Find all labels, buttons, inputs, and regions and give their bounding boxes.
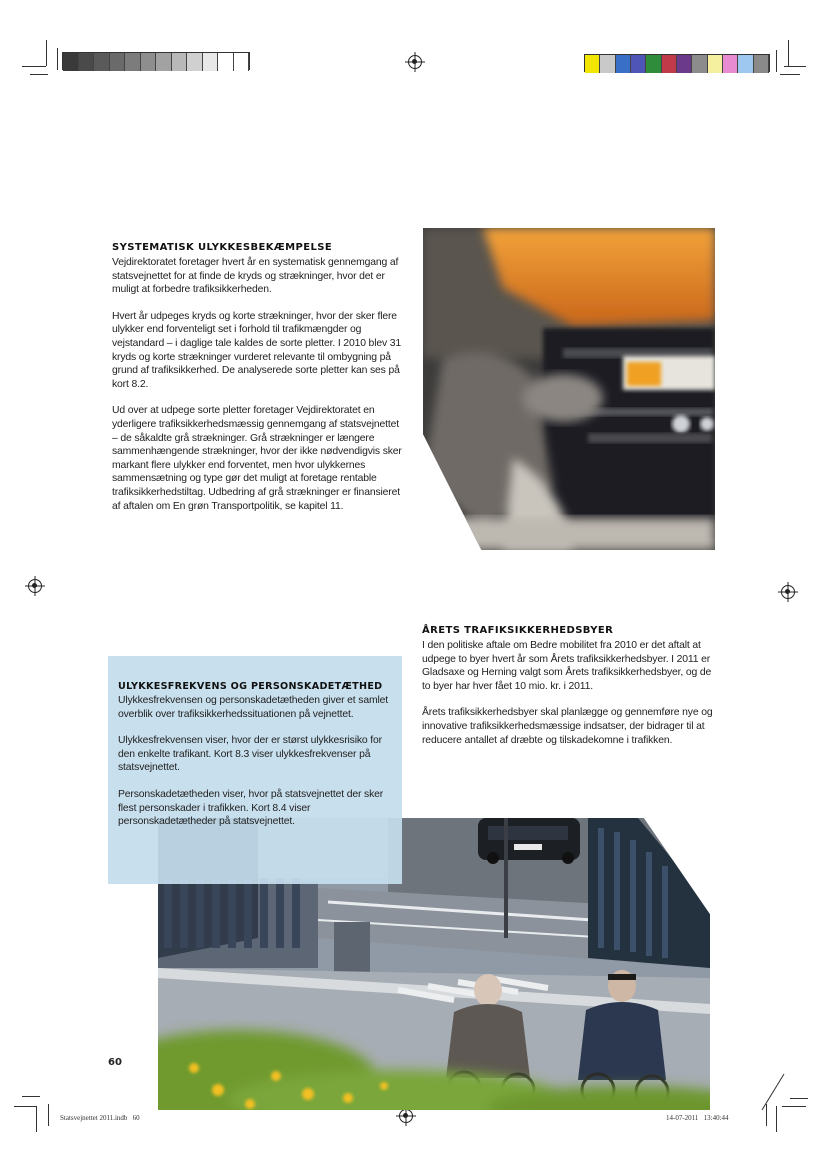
color-swatch	[585, 55, 600, 73]
crop-mark	[784, 66, 806, 67]
footer-timestamp: 14-07-2011 13:40:44	[666, 1114, 729, 1122]
paragraph: Ulykkesfrekvensen og personskadetætheden giver et samlet overblik over trafiksikkerhedssituationen på vejnettet.	[118, 695, 388, 720]
color-swatch	[754, 55, 769, 73]
crop-mark-diagonal	[760, 1072, 786, 1112]
color-bar	[584, 54, 770, 72]
crop-mark	[776, 50, 777, 72]
color-swatch	[692, 55, 707, 73]
color-swatch	[187, 53, 203, 71]
color-swatch	[708, 55, 723, 73]
infobox	[108, 656, 402, 884]
footer-file-slug: Statsvejnettet 2011.indb 60	[60, 1114, 140, 1122]
crop-mark	[57, 48, 58, 70]
section-systematisk	[112, 241, 402, 526]
crop-mark	[36, 1106, 37, 1132]
infobox-heading: ULYKKESFREKVENS OG PERSONSKADETÆTHED	[118, 681, 383, 692]
crop-mark	[46, 40, 47, 66]
paragraph: I den politiske aftale om Bedre mobilitet fra 2010 er det aftalt at udpege to byer hvert år som Årets trafiksikkerhedsbyer. I 2011 er Gladsaxe og Herning valgt som Årets trafiksikkerhedsbyer, og de to byer har hver fået 10 mio. kr. i 2011.	[422, 640, 712, 692]
crop-mark	[790, 1098, 808, 1099]
color-swatch	[234, 53, 250, 71]
paragraph: Personskadetætheden viser, hvor på statsvejnettet der sker flest personskader i trafikken. Kort 8.4 viser personskadetætheder på statsvejnettet.	[118, 788, 384, 828]
registration-mark-icon	[399, 1109, 413, 1123]
crop-mark	[22, 1096, 40, 1097]
registration-mark-icon	[28, 579, 42, 593]
color-swatch	[677, 55, 692, 73]
color-swatch	[141, 53, 157, 71]
crop-mark	[30, 74, 48, 75]
section-heading: ÅRETS TRAFIKSIKKERHEDSBYER	[422, 625, 614, 636]
paragraph: Årets trafiksikkerhedsbyer skal planlægge og gennemføre nye og innovative trafiksikkerhedsmæssige indsatser, der bidrager til at reducere antallet af dræbte og tilskadekomne i trafikken.	[422, 707, 713, 746]
color-swatch	[646, 55, 661, 73]
crop-mark	[22, 66, 46, 67]
section-heading: SYSTEMATISK ULYKKESBEKÆMPELSE	[112, 242, 333, 253]
crop-mark	[788, 40, 789, 66]
color-swatch	[156, 53, 172, 71]
color-swatch	[125, 53, 141, 71]
color-swatch	[172, 53, 188, 71]
section-arets-trafiksikkerhedsbyer	[422, 624, 722, 760]
color-swatch	[616, 55, 631, 73]
color-swatch	[738, 55, 753, 73]
color-swatch	[94, 53, 110, 71]
paragraph: Ud over at udpege sorte pletter foretager Vejdirektoratet en yderligere trafiksikkerhedsmæssig gennemgang af statsvejnettet – de såkaldte grå strækninger. Grå strækninger er længere sammenhængende strækninger, hvor der ikke nødvendigvis sker markant flere ulykker end forventet, men hvor ulykkernes sammensætning og type gør det muligt at foretage rentable trafiksikkerhedstiltag. Udbedring af grå strækninger er finansieret af aftalen om En grøn Transportpolitik, se kapitel 11.	[112, 405, 402, 512]
color-swatch	[662, 55, 677, 73]
color-swatch	[79, 53, 95, 71]
color-swatch	[203, 53, 219, 71]
color-swatch	[600, 55, 615, 73]
color-swatch	[631, 55, 646, 73]
photo-truck-cyclist	[423, 228, 715, 550]
paragraph: Hvert år udpeges kryds og korte strækninger, hvor der sker flere ulykker end forventeligt set i forhold til trafikmængder og vejstandard – i daglige tale kaldes de sorte pletter. I 2010 blev 31 kryds og korte strækninger vurderet relevante til ombygning på grund af trafiksikkerhed. De analyserede sorte pletter kan ses på kort 8.2.	[112, 310, 402, 390]
crop-mark	[14, 1106, 36, 1107]
color-swatch	[723, 55, 738, 73]
registration-mark-icon	[781, 585, 795, 599]
crop-mark	[48, 1104, 49, 1126]
color-swatch	[218, 53, 234, 71]
crop-mark	[780, 74, 800, 75]
grayscale-bar	[62, 52, 250, 70]
color-swatch	[110, 53, 126, 71]
registration-mark-icon	[408, 55, 422, 69]
paragraph: Ulykkesfrekvensen viser, hvor der er størst ulykkesrisiko for den enkelte trafikant. Kort 8.3 viser ulykkesfrekvenser på statsvejnettet.	[118, 735, 382, 774]
paragraph: Vejdirektoratet foretager hvert år en systematisk gennemgang af statsvejnettet for at finde de kryds og strækninger, hvor det er muligt at forbedre trafiksikkerheden.	[112, 257, 399, 296]
color-swatch	[63, 53, 79, 71]
page-number: 60	[108, 1057, 122, 1068]
